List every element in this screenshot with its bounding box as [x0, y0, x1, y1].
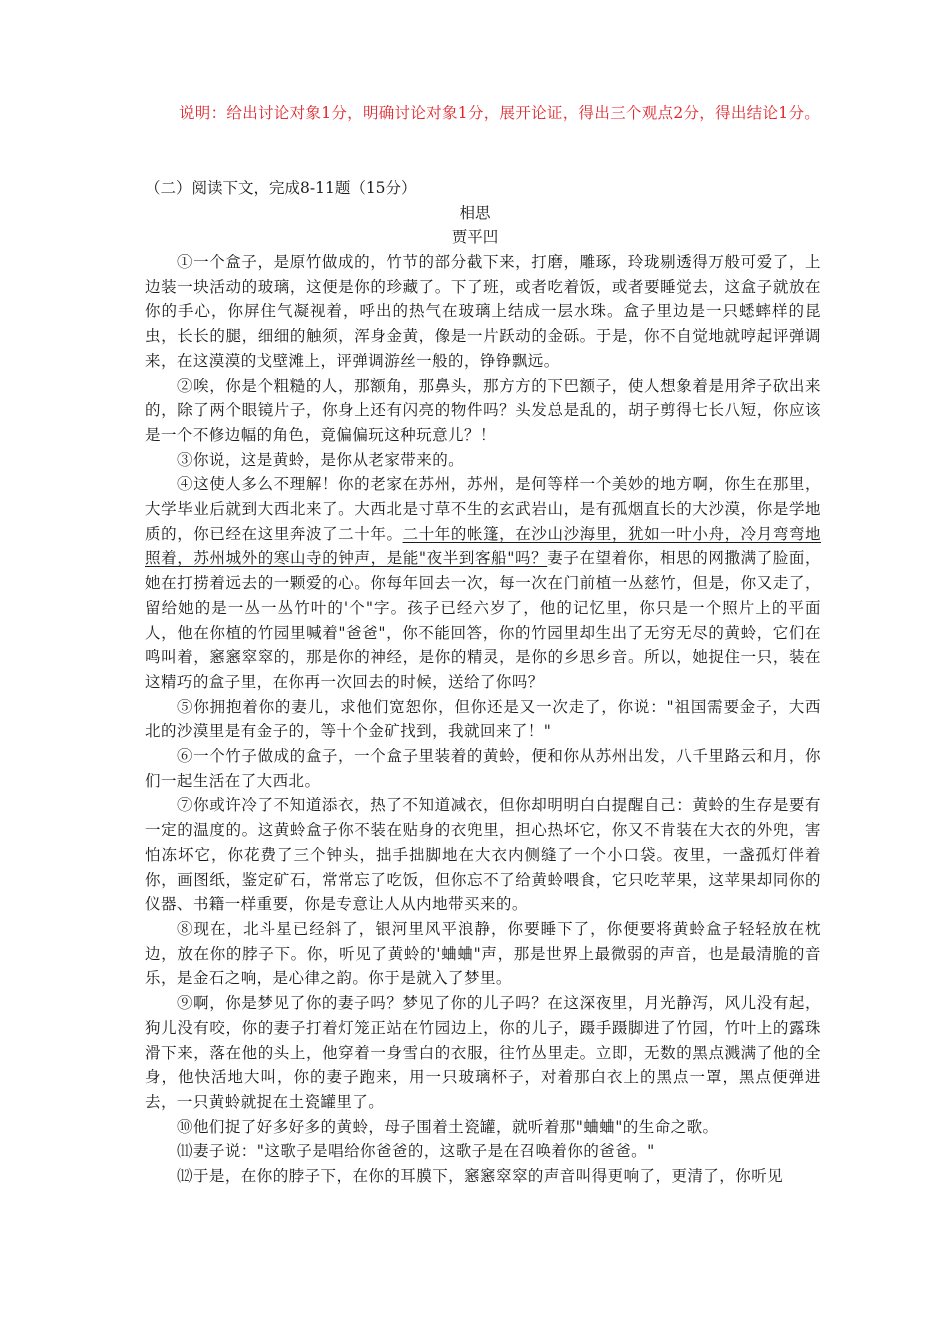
paragraph-9: ⑨啊，你是梦见了你的妻子吗？梦见了你的儿子吗？在这深夜里，月光静泻，风儿没有起，狗儿没有咬，你的妻子打着灯笼正站在竹园边上，你的儿子，蹑手蹑脚进了竹园，竹叶上的露珠滑下来，落在他的头上，他穿着一身雪白的衣服，往竹丛里走。立即，无数的黑点溅满了他的全身，他快活地大叫，你的妻子跑来，用一只玻璃杯子，对着那白衣上的黑点一罩，黑点便弹进去，一只黄蛉就捉在土瓷罐里了。 — [145, 994, 821, 1111]
paragraph-4-end: 妻子在望着你，相思的网撒满了脸面，她在打捞着远去的一颗爱的心。你每年回去一次，每一次在门前植一丛慈竹，但是，你又走了，留给她的是一丛一丛竹叶的'个"字。孩子已经六岁了，他的记忆里，你只是一个照片上的平面人，他在你植的竹园里喊着"爸爸"，你不能回答，你的竹园里却生出了无穷无尽的黄蛉，它们在鸣叫着，窸窸窣窣的，那是你的神经，是你的精灵，是你的乡思乡音。所以，她捉住一只，装在这精巧的盒子里，在你再一次回去的时候，送给了你吗？ — [145, 549, 821, 691]
paragraph-11: ⑾妻子说："这歌子是唱给你爸爸的，这歌子是在召唤着你的爸爸。" — [177, 1142, 655, 1161]
paragraph-8: ⑧现在，北斗星已经斜了，银河里风平浪静，你要睡下了，你便要将黄蛉盒子轻轻放在枕边，放在你的脖子下。你，听见了黄蛉的'蛐蛐"声，那是世界上最微弱的声音，也是最清脆的音乐，是金石之响，是心律之韵。你于是就入了梦里。 — [145, 919, 821, 988]
paragraph-6: ⑥一个竹子做成的盒子，一个盒子里装着的黄蛉，便和你从苏州出发，八千里路云和月，你们一起生活在了大西北。 — [145, 747, 821, 790]
paragraph-5: ⑤你拥抱着你的妻儿，求他们宽恕你，但你还是又一次走了，你说："祖国需要金子，大西北的沙漠里是有金子的，等十个金矿找到，我就回来了！" — [145, 697, 821, 741]
paragraph-1: ①一个盒子，是原竹做成的，竹节的部分截下来，打磨，雕琢，玲珑剔透得万般可爱了，上边装一块活动的玻璃，这便是你的珍藏了。下了班，或者吃着饭，或者要睡觉去，这盒子就放在你的手心，你屏住气凝视着，呼出的热气在玻璃上结成一层水珠。盒子里边是一只蟋蟀样的昆虫，长长的腿，细细的触须，浑身金黄，像是一片跃动的金砾。于是，你不自觉地就哼起评弹调来，在这漠漠的戈壁滩上，评弹调游丝一般的，铮铮飘远。 — [145, 253, 821, 370]
paragraph-12: ⑿于是，在你的脖子下，在你的耳膜下，窸窸窣窣的声音叫得更响了，更清了，你听见 — [177, 1167, 784, 1186]
paragraph-10: ⑩他们捉了好多好多的黄蛉，母子围着土瓷罐，就听着那"蛐蛐"的生命之歌。 — [177, 1117, 719, 1136]
paragraph-7: ⑦你或许冷了不知道添衣，热了不知道减衣，但你却明明白白提醒自己：黄蛉的生存是要有一定的温度的。这黄蛉盒子你不装在贴身的衣兜里，担心热坏它，你又不肯装在大衣的外兜，害怕冻坏它，你花费了三个钟头，拙手拙脚地在大衣内侧缝了一个小口袋。夜里，一盏孤灯伴着你，画图纸，鉴定矿石，常常忘了吃饭，但你忘不了给黄蛉喂食，它只吃苹果，这苹果却同你的仪器、书籍一样重要，你是专意让人从内地带买来的。 — [145, 796, 821, 914]
paragraph-4 — [145, 472, 821, 694]
scoring-note-text: 说明：给出讨论对象1分，明确讨论对象1分，展开论证，得出三个观点2分，得出结论1分。 — [179, 104, 821, 122]
article-author: 贾平凹 — [451, 228, 499, 246]
paragraph-3: ③你说，这是黄蛉，是你从老家带来的。 — [177, 450, 465, 469]
underlined-sentence: 二十年的帐篷，在沙山沙海里，犹如一叶小舟，冷月弯弯地照着，苏州城外的寒山寺的钟声，是能"夜半到客船"吗？ — [145, 524, 822, 568]
section-heading: （二）阅读下文，完成8-11题（15分） — [145, 179, 417, 197]
article-title: 相思 — [459, 204, 491, 222]
scoring-note — [145, 100, 825, 126]
paragraph-4-start: ④这使人多么不理解！你的老家在苏州，苏州，是何等样一个美妙的地方啊，你生在那里，大学毕业后就到大西北来了。大西北是寸草不生的玄武岩山，是有孤烟直长的大沙漠，你是学地质的，你已经在这里奔波了二十年。 — [145, 475, 821, 543]
article-body — [145, 250, 821, 1189]
paragraph-2: ②唉，你是个粗糙的人，那额角，那鼻头，那方方的下巴额子，使人想象着是用斧子砍出来的，除了两个眼镜片子，你身上还有闪亮的物件吗？头发总是乱的，胡子剪得七长八短，你应该是一个不修边幅的角色，竟偏偏玩这种玩意儿？！ — [145, 376, 821, 444]
